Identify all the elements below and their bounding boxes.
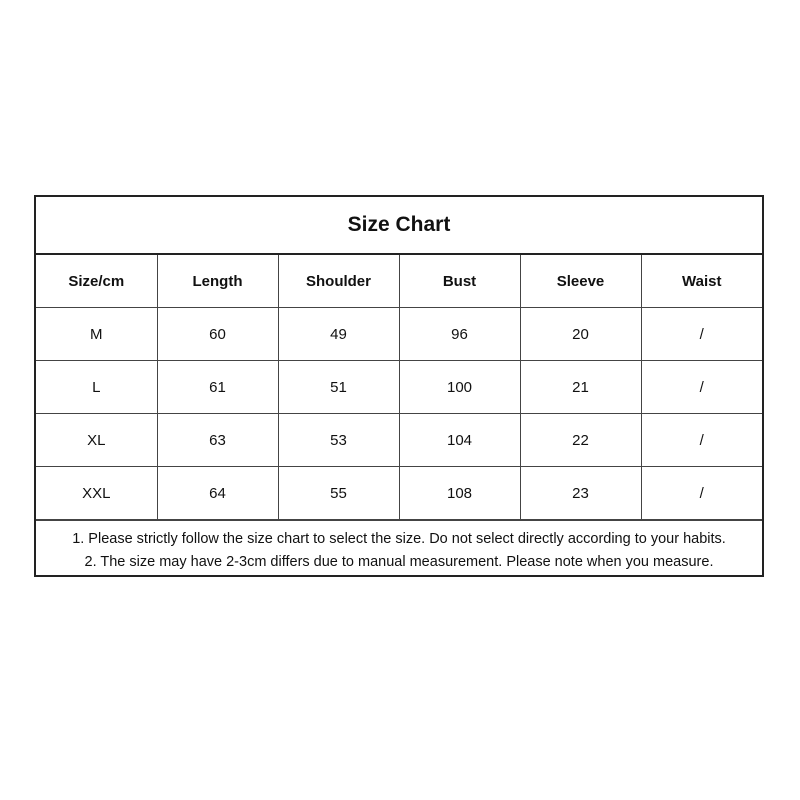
cell-waist: /	[641, 308, 762, 361]
cell-bust: 108	[399, 467, 520, 520]
header-bust: Bust	[399, 255, 520, 308]
note-line: 2. The size may have 2-3cm differs due to manual measurement. Please note when you measure.	[84, 554, 714, 570]
note-line: 1. Please strictly follow the size chart to select the size. Do not select directly according to your habits.	[72, 531, 726, 547]
cell-size: XXL	[36, 467, 157, 520]
header-row	[36, 255, 762, 308]
cell-waist: /	[641, 467, 762, 520]
size-table	[36, 255, 762, 520]
cell-sleeve: 23	[520, 467, 641, 520]
cell-shoulder: 55	[278, 467, 399, 520]
table-row	[36, 308, 762, 361]
table-row	[36, 467, 762, 520]
table-row	[36, 414, 762, 467]
cell-bust: 104	[399, 414, 520, 467]
cell-size: L	[36, 361, 157, 414]
header-length: Length	[157, 255, 278, 308]
cell-shoulder: 51	[278, 361, 399, 414]
cell-bust: 100	[399, 361, 520, 414]
cell-size: M	[36, 308, 157, 361]
cell-sleeve: 21	[520, 361, 641, 414]
header-size: Size/cm	[36, 255, 157, 308]
cell-length: 63	[157, 414, 278, 467]
cell-shoulder: 49	[278, 308, 399, 361]
size-chart	[34, 195, 764, 577]
table-row	[36, 361, 762, 414]
header-sleeve: Sleeve	[520, 255, 641, 308]
cell-length: 60	[157, 308, 278, 361]
cell-sleeve: 22	[520, 414, 641, 467]
cell-length: 64	[157, 467, 278, 520]
notes	[36, 520, 762, 574]
cell-waist: /	[641, 361, 762, 414]
cell-length: 61	[157, 361, 278, 414]
cell-sleeve: 20	[520, 308, 641, 361]
cell-shoulder: 53	[278, 414, 399, 467]
header-shoulder: Shoulder	[278, 255, 399, 308]
cell-bust: 96	[399, 308, 520, 361]
cell-size: XL	[36, 414, 157, 467]
header-waist: Waist	[641, 255, 762, 308]
cell-waist: /	[641, 414, 762, 467]
chart-title: Size Chart	[36, 197, 762, 255]
